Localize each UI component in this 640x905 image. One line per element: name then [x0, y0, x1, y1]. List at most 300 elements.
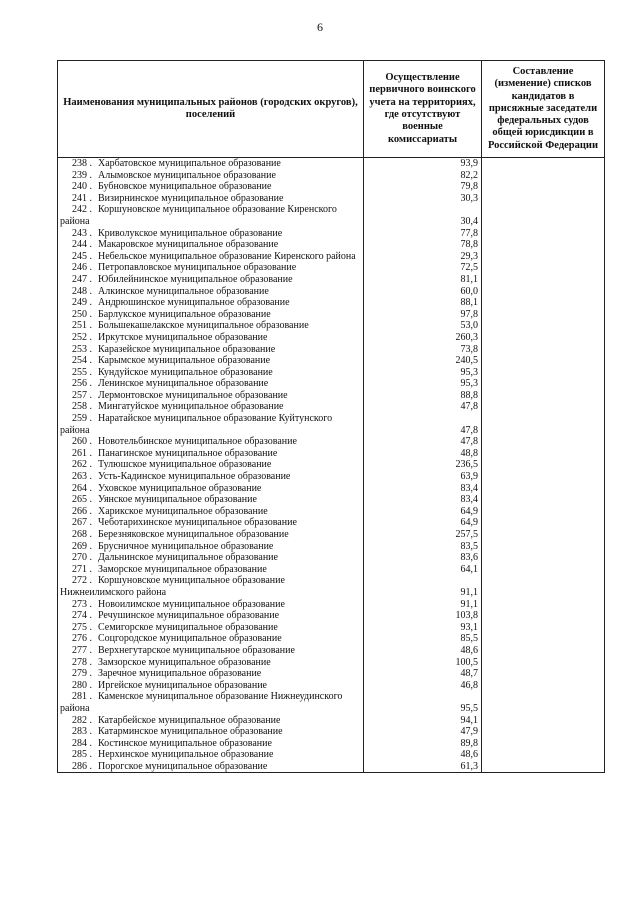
row-number: 251 .: [72, 320, 92, 332]
table-row: [58, 552, 605, 564]
row-number: 245 .: [72, 250, 92, 262]
military-registration-value: 236,5: [364, 459, 482, 471]
table-row: [58, 181, 605, 193]
municipality-name: Усть-Кадинское муниципальное образование: [98, 471, 291, 483]
municipality-name: Каменское муниципальное образование Нижнеудинского района: [60, 691, 343, 714]
municipality-name: Харбатовское муниципальное образование: [98, 158, 281, 169]
military-registration-value: 53,0: [364, 320, 482, 332]
municipality-name: Дальнинское муниципальное образование: [98, 552, 278, 564]
military-registration-value: 93,9: [364, 158, 482, 170]
table-row: [58, 262, 605, 274]
table-row: [58, 761, 605, 773]
table-row: [58, 541, 605, 553]
table-row: [58, 297, 605, 309]
municipality-cell: [58, 262, 364, 274]
row-number: 244 .: [72, 239, 92, 251]
row-number: 265 .: [72, 494, 92, 506]
row-number: 239 .: [72, 169, 92, 181]
row-number: 274 .: [72, 610, 92, 622]
jury-lists-value: [482, 610, 605, 622]
jury-lists-value: [482, 344, 605, 356]
table-row: [58, 344, 605, 356]
municipality-name: Костинское муниципальное образование: [98, 737, 272, 749]
municipality-name: Большекашелакское муниципальное образование: [98, 320, 309, 332]
municipality-name: Замзорское муниципальное образование: [98, 656, 271, 668]
municipality-cell: [58, 378, 364, 390]
municipality-name: Петропавловское муниципальное образование: [98, 262, 297, 274]
municipality-name: Алкинское муниципальное образование: [98, 285, 269, 297]
municipality-cell: [58, 239, 364, 251]
military-registration-value: 100,5: [364, 657, 482, 669]
military-registration-value: 91,1: [364, 575, 482, 598]
municipality-cell: [58, 401, 364, 413]
municipality-cell: [58, 251, 364, 263]
table-row: [58, 529, 605, 541]
military-registration-value: 83,4: [364, 483, 482, 495]
jury-lists-value: [482, 401, 605, 413]
municipality-cell: [58, 610, 364, 622]
jury-lists-value: [482, 552, 605, 564]
table-row: [58, 633, 605, 645]
municipality-cell: [58, 657, 364, 669]
table-row: [58, 749, 605, 761]
jury-lists-value: [482, 459, 605, 471]
municipality-name: Каразейское муниципальное образование: [98, 343, 276, 355]
row-number: 282 .: [72, 714, 92, 726]
table-row: [58, 274, 605, 286]
row-number: 257 .: [72, 389, 92, 401]
military-registration-value: 94,1: [364, 715, 482, 727]
military-registration-value: 47,8: [364, 401, 482, 413]
military-registration-value: 82,2: [364, 170, 482, 182]
military-registration-value: 64,9: [364, 506, 482, 518]
municipality-name: Панагинское муниципальное образование: [98, 447, 278, 459]
military-registration-value: 29,3: [364, 251, 482, 263]
municipality-name: Новотельбинское муниципальное образование: [98, 436, 297, 448]
row-number: 240 .: [72, 181, 92, 193]
table-row: [58, 459, 605, 471]
table-row: [58, 471, 605, 483]
page-number: 6: [317, 20, 323, 34]
row-number: 247 .: [72, 273, 92, 285]
military-registration-value: 95,3: [364, 367, 482, 379]
table-row: [58, 448, 605, 460]
municipality-cell: [58, 367, 364, 379]
row-number: 269 .: [72, 540, 92, 552]
table-row: [58, 738, 605, 750]
military-registration-value: 78,8: [364, 239, 482, 251]
municipality-name: Тулюшское муниципальное образование: [98, 459, 272, 471]
jury-lists-value: [482, 529, 605, 541]
military-registration-value: 83,6: [364, 552, 482, 564]
jury-lists-value: [482, 726, 605, 738]
jury-lists-value: [482, 413, 605, 436]
row-number: 256 .: [72, 378, 92, 390]
municipality-cell: [58, 749, 364, 761]
table-row: [58, 228, 605, 240]
municipality-cell: [58, 680, 364, 692]
military-registration-value: 63,9: [364, 471, 482, 483]
military-registration-value: 257,5: [364, 529, 482, 541]
municipality-name: Алымовское муниципальное образование: [98, 169, 276, 181]
municipality-cell: [58, 715, 364, 727]
military-registration-value: 47,8: [364, 413, 482, 436]
row-number: 266 .: [72, 505, 92, 517]
municipality-cell: [58, 181, 364, 193]
table-row: [58, 517, 605, 529]
municipality-cell: [58, 413, 364, 436]
row-number: 255 .: [72, 366, 92, 378]
jury-lists-value: [482, 633, 605, 645]
municipality-name: Ленинское муниципальное образование: [98, 378, 269, 390]
municipality-name: Небельское муниципальное образование Киренского района: [98, 250, 356, 262]
municipality-cell: [58, 390, 364, 402]
jury-lists-value: [482, 738, 605, 750]
military-registration-value: 48,6: [364, 749, 482, 761]
military-registration-value: 88,8: [364, 390, 482, 402]
military-registration-value: 60,0: [364, 286, 482, 298]
table-row: [58, 726, 605, 738]
row-number: 252 .: [72, 331, 92, 343]
table-row: [58, 494, 605, 506]
row-number: 285 .: [72, 749, 92, 761]
municipality-cell: [58, 529, 364, 541]
table-row: [58, 691, 605, 714]
military-registration-value: 85,5: [364, 633, 482, 645]
row-number: 258 .: [72, 401, 92, 413]
jury-lists-value: [482, 204, 605, 227]
row-number: 249 .: [72, 297, 92, 309]
jury-lists-value: [482, 645, 605, 657]
military-registration-value: 89,8: [364, 738, 482, 750]
header-municipality: Наименования муниципальных районов (городских округов), поселений: [58, 61, 364, 158]
jury-lists-value: [482, 332, 605, 344]
military-registration-value: 48,7: [364, 668, 482, 680]
row-number: 259 .: [72, 413, 92, 425]
municipality-cell: [58, 541, 364, 553]
jury-lists-value: [482, 483, 605, 495]
table-row: [58, 251, 605, 263]
municipality-name: Верхнегутарское муниципальное образование: [98, 644, 295, 656]
table-row: [58, 239, 605, 251]
jury-lists-value: [482, 506, 605, 518]
military-registration-value: 95,3: [364, 378, 482, 390]
table-row: [58, 413, 605, 436]
municipality-name: Карымское муниципальное образование: [98, 355, 271, 367]
jury-lists-value: [482, 251, 605, 263]
row-number: 254 .: [72, 355, 92, 367]
jury-lists-value: [482, 715, 605, 727]
military-registration-value: 240,5: [364, 355, 482, 367]
row-number: 280 .: [72, 679, 92, 691]
municipality-name: Речушинское муниципальное образование: [98, 610, 280, 622]
municipality-cell: [58, 158, 364, 170]
row-number: 267 .: [72, 517, 92, 529]
municipality-name: Бубновское муниципальное образование: [98, 181, 272, 193]
municipality-cell: [58, 286, 364, 298]
table-row: [58, 657, 605, 669]
row-number: 246 .: [72, 262, 92, 274]
row-number: 248 .: [72, 285, 92, 297]
military-registration-value: 47,9: [364, 726, 482, 738]
military-registration-value: 30,3: [364, 193, 482, 205]
municipality-cell: [58, 228, 364, 240]
municipality-cell: [58, 506, 364, 518]
municipality-name: Барлукское муниципальное образование: [98, 308, 271, 320]
row-number: 268 .: [72, 529, 92, 540]
municipality-cell: [58, 448, 364, 460]
municipality-cell: [58, 738, 364, 750]
row-number: 263 .: [72, 471, 92, 483]
table-header-row: [58, 61, 605, 158]
table-row: [58, 367, 605, 379]
table-row: [58, 378, 605, 390]
budget-table: [57, 60, 605, 773]
jury-lists-value: [482, 517, 605, 529]
jury-lists-value: [482, 355, 605, 367]
military-registration-value: 83,4: [364, 494, 482, 506]
row-number: 278 .: [72, 656, 92, 668]
jury-lists-value: [482, 575, 605, 598]
municipality-cell: [58, 483, 364, 495]
municipality-cell: [58, 575, 364, 598]
row-number: 243 .: [72, 227, 92, 239]
military-registration-value: 83,5: [364, 541, 482, 553]
municipality-name: Криволукское муниципальное образование: [98, 227, 283, 239]
table-row: [58, 286, 605, 298]
municipality-cell: [58, 761, 364, 773]
table-row: [58, 645, 605, 657]
municipality-name: Семигорское муниципальное образование: [98, 621, 278, 633]
municipality-cell: [58, 355, 364, 367]
municipality-cell: [58, 204, 364, 227]
row-number: 276 .: [72, 633, 92, 645]
table-row: [58, 483, 605, 495]
jury-lists-value: [482, 494, 605, 506]
jury-lists-value: [482, 668, 605, 680]
municipality-cell: [58, 274, 364, 286]
municipality-name: Харикское муниципальное образование: [98, 505, 268, 517]
military-registration-value: 103,8: [364, 610, 482, 622]
table-row: [58, 204, 605, 227]
municipality-name: Уянское муниципальное образование: [98, 494, 257, 506]
municipality-name: Наратайское муниципальное образование Куйтунского района: [60, 413, 333, 436]
jury-lists-value: [482, 274, 605, 286]
municipality-name: Березняковское муниципальное образование: [98, 529, 289, 540]
municipality-name: Заморское муниципальное образование: [98, 563, 267, 575]
table-row: [58, 332, 605, 344]
municipality-cell: [58, 668, 364, 680]
municipality-cell: [58, 344, 364, 356]
military-registration-value: 93,1: [364, 622, 482, 634]
municipality-cell: [58, 436, 364, 448]
municipality-cell: [58, 633, 364, 645]
row-number: 286 .: [72, 760, 92, 772]
military-registration-value: 77,8: [364, 228, 482, 240]
jury-lists-value: [482, 657, 605, 669]
table-row: [58, 309, 605, 321]
municipality-name: Андрюшинское муниципальное образование: [98, 297, 290, 309]
municipality-name: Брусничное муниципальное образование: [98, 540, 274, 552]
municipality-name: Катарминское муниципальное образование: [98, 726, 283, 738]
jury-lists-value: [482, 170, 605, 182]
table-row: [58, 401, 605, 413]
military-registration-value: 64,1: [364, 564, 482, 576]
table-row: [58, 170, 605, 182]
military-registration-value: 64,9: [364, 517, 482, 529]
table-row: [58, 506, 605, 518]
jury-lists-value: [482, 181, 605, 193]
municipality-cell: [58, 599, 364, 611]
municipality-cell: [58, 564, 364, 576]
jury-lists-value: [482, 436, 605, 448]
municipality-cell: [58, 309, 364, 321]
table-row: [58, 680, 605, 692]
jury-lists-value: [482, 448, 605, 460]
military-registration-value: 79,8: [364, 181, 482, 193]
table-row: [58, 622, 605, 634]
row-number: 242 .: [72, 204, 92, 216]
military-registration-value: 48,8: [364, 448, 482, 460]
row-number: 279 .: [72, 668, 92, 680]
jury-lists-value: [482, 761, 605, 773]
table-row: [58, 158, 605, 170]
header-military-registration: Осуществление первичного воинского учета на территориях, где отсутствуют военные комиссариаты: [364, 61, 482, 158]
military-registration-value: 72,5: [364, 262, 482, 274]
municipality-name: Иркутское муниципальное образование: [98, 331, 268, 343]
municipality-name: Лермонтовское муниципальное образование: [98, 389, 288, 401]
military-registration-value: 91,1: [364, 599, 482, 611]
municipality-name: Новоилимское муниципальное образование: [98, 598, 285, 610]
jury-lists-value: [482, 749, 605, 761]
row-number: 262 .: [72, 459, 92, 471]
municipality-name: Макаровское муниципальное образование: [98, 239, 279, 251]
jury-lists-value: [482, 228, 605, 240]
row-number: 275 .: [72, 621, 92, 633]
jury-lists-value: [482, 367, 605, 379]
row-number: 271 .: [72, 563, 92, 575]
row-number: 270 .: [72, 552, 92, 564]
jury-lists-value: [482, 262, 605, 274]
municipality-name: Визирнинское муниципальное образование: [98, 192, 284, 204]
row-number: 277 .: [72, 644, 92, 656]
military-registration-value: 47,8: [364, 436, 482, 448]
military-registration-value: 30,4: [364, 204, 482, 227]
municipality-cell: [58, 320, 364, 332]
jury-lists-value: [482, 193, 605, 205]
table-row: [58, 564, 605, 576]
jury-lists-value: [482, 680, 605, 692]
municipality-name: Катарбейское муниципальное образование: [98, 714, 281, 726]
row-number: 264 .: [72, 482, 92, 494]
jury-lists-value: [482, 599, 605, 611]
military-registration-value: 46,8: [364, 680, 482, 692]
municipality-name: Кундуйское муниципальное образование: [98, 366, 273, 378]
jury-lists-value: [482, 622, 605, 634]
jury-lists-value: [482, 691, 605, 714]
jury-lists-value: [482, 309, 605, 321]
table-row: [58, 715, 605, 727]
jury-lists-value: [482, 471, 605, 483]
municipality-cell: [58, 622, 364, 634]
jury-lists-value: [482, 564, 605, 576]
jury-lists-value: [482, 320, 605, 332]
municipality-name: Мингатуйское муниципальное образование: [98, 401, 284, 413]
military-registration-value: 81,1: [364, 274, 482, 286]
municipality-cell: [58, 170, 364, 182]
row-number: 283 .: [72, 726, 92, 738]
jury-lists-value: [482, 541, 605, 553]
row-number: 284 .: [72, 737, 92, 749]
municipality-name: Уховское муниципальное образование: [98, 482, 262, 494]
municipality-name: Иргейское муниципальное образование: [98, 679, 267, 691]
municipality-name: Заречное муниципальное образование: [98, 668, 262, 680]
table-row: [58, 390, 605, 402]
row-number: 273 .: [72, 598, 92, 610]
table-row: [58, 320, 605, 332]
military-registration-value: 61,3: [364, 761, 482, 773]
municipality-name: Коршуновское муниципальное образование Нижнеилимского района: [60, 575, 285, 598]
municipality-cell: [58, 459, 364, 471]
jury-lists-value: [482, 286, 605, 298]
military-registration-value: 73,8: [364, 344, 482, 356]
jury-lists-value: [482, 158, 605, 170]
table-row: [58, 355, 605, 367]
row-number: 253 .: [72, 343, 92, 355]
table-row: [58, 193, 605, 205]
municipality-name: Чеботарихинское муниципальное образование: [98, 517, 297, 529]
municipality-name: Нерхинское муниципальное образование: [98, 749, 274, 761]
table-row: [58, 599, 605, 611]
municipality-name: Коршуновское муниципальное образование Киренского района: [60, 204, 337, 227]
jury-lists-value: [482, 239, 605, 251]
table-row: [58, 668, 605, 680]
municipality-name: Юбилейнинское муниципальное образование: [98, 273, 293, 285]
military-registration-value: 260,3: [364, 332, 482, 344]
municipality-cell: [58, 494, 364, 506]
row-number: 272 .: [72, 575, 92, 587]
municipality-name: Соцгородское муниципальное образование: [98, 633, 282, 645]
row-number: 250 .: [72, 308, 92, 320]
municipality-cell: [58, 193, 364, 205]
row-number: 281 .: [72, 691, 92, 703]
jury-lists-value: [482, 297, 605, 309]
municipality-cell: [58, 691, 364, 714]
municipality-cell: [58, 552, 364, 564]
table-row: [58, 575, 605, 598]
municipality-cell: [58, 297, 364, 309]
municipality-cell: [58, 332, 364, 344]
row-number: 260 .: [72, 436, 92, 448]
military-registration-value: 97,8: [364, 309, 482, 321]
municipality-cell: [58, 726, 364, 738]
row-number: 238 .: [72, 158, 92, 169]
jury-lists-value: [482, 390, 605, 402]
municipality-name: Порогское муниципальное образование: [98, 760, 268, 772]
table-row: [58, 436, 605, 448]
municipality-cell: [58, 517, 364, 529]
header-jury-lists: Составление (изменение) списков кандидатов в присяжные заседатели федеральных судов общей юрисдикции в Российской Федерации: [482, 61, 605, 158]
municipality-cell: [58, 645, 364, 657]
military-registration-value: 48,6: [364, 645, 482, 657]
municipality-cell: [58, 471, 364, 483]
row-number: 241 .: [72, 192, 92, 204]
military-registration-value: 88,1: [364, 297, 482, 309]
table-row: [58, 610, 605, 622]
row-number: 261 .: [72, 447, 92, 459]
jury-lists-value: [482, 378, 605, 390]
military-registration-value: 95,5: [364, 691, 482, 714]
